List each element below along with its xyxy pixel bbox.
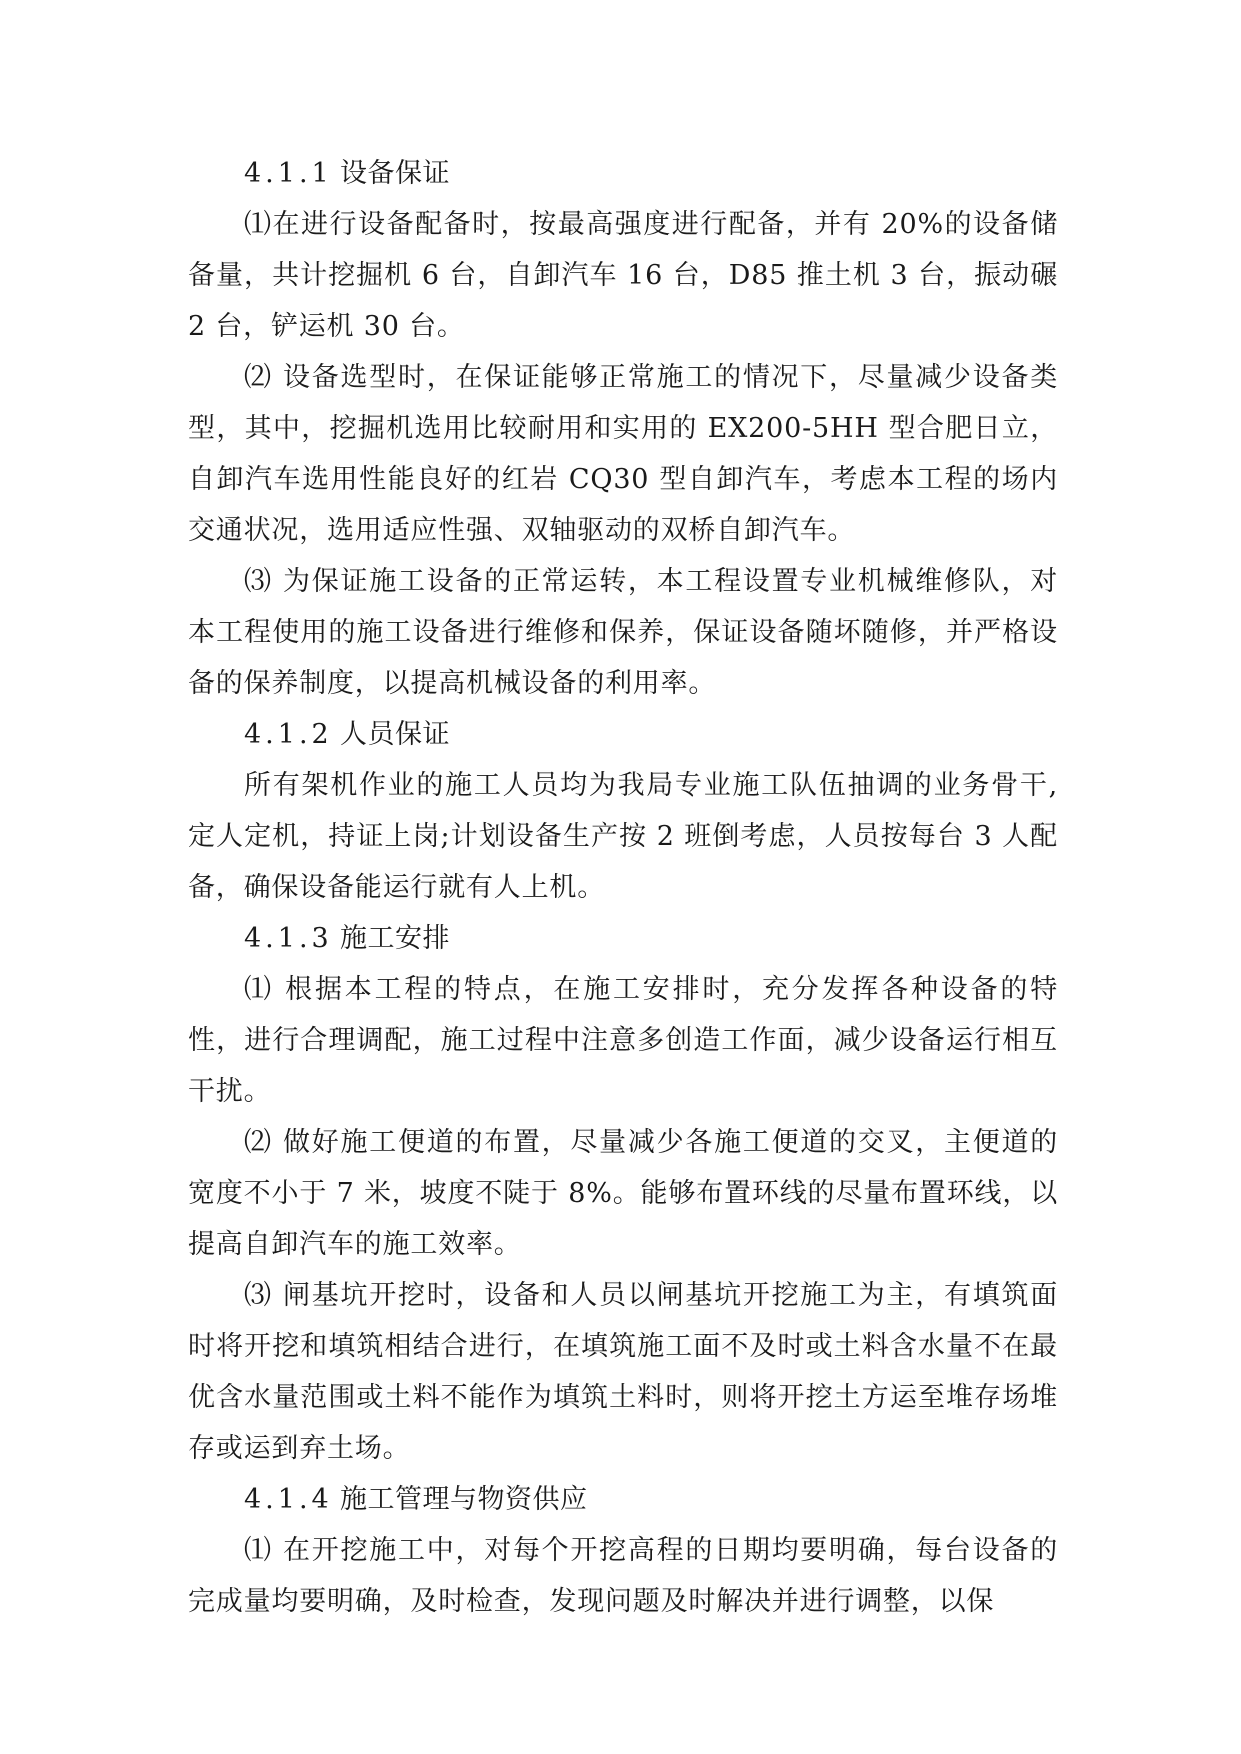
section-heading-4-1-2 <box>188 709 1058 760</box>
paragraph: ⑴ 在开挖施工中，对每个开挖高程的日期均要明确，每台设备的完成量均要明确，及时检查，发现问题及时解决并进行调整，以保 <box>188 1535 1058 1617</box>
section-title: 施工管理与物资供应 <box>340 1484 588 1515</box>
paragraph: ⑶ 为保证施工设备的正常运转，本工程设置专业机械维修队，对本工程使用的施工设备进行维修和保养，保证设备随坏随修，并严格设备的保养制度，以提高机械设备的利用率。 <box>188 566 1058 699</box>
section-title: 施工安排 <box>340 923 450 954</box>
paragraph: ⑵ 做好施工便道的布置，尽量减少各施工便道的交叉，主便道的宽度不小于 7 米，坡度不陡于 8%。能够布置环线的尽量布置环线，以提高自卸汽车的施工效率。 <box>188 1127 1058 1260</box>
section-heading-4-1-3 <box>188 913 1058 964</box>
section-number: 4.1.2 <box>244 719 333 750</box>
paragraph: ⑴在进行设备配备时，按最高强度进行配备，并有 20%的设备储备量，共计挖掘机 6 台，自卸汽车 16 台，D85 推土机 3 台，振动碾 2 台，铲运机 30 台。 <box>188 209 1058 342</box>
section-number: 4.1.4 <box>244 1484 333 1515</box>
document-page <box>188 148 1058 1627</box>
section-title: 人员保证 <box>340 719 450 750</box>
section-title: 设备保证 <box>340 158 450 189</box>
section-number: 4.1.3 <box>244 923 333 954</box>
section-heading-4-1-1 <box>188 148 1058 199</box>
section-number: 4.1.1 <box>244 158 333 189</box>
paragraph: ⑵ 设备选型时，在保证能够正常施工的情况下，尽量减少设备类型，其中，挖掘机选用比较耐用和实用的 EX200-5HH 型合肥日立，自卸汽车选用性能良好的红岩 CQ30 型自卸汽车，考虑本工程的场内交通状况，选用适应性强、双轴驱动的双桥自卸汽车。 <box>188 362 1058 546</box>
paragraph: ⑴ 根据本工程的特点，在施工安排时，充分发挥各种设备的特性，进行合理调配，施工过程中注意多创造工作面，减少设备运行相互干扰。 <box>188 974 1058 1107</box>
paragraph: 所有架机作业的施工人员均为我局专业施工队伍抽调的业务骨干,定人定机，持证上岗;计划设备生产按 2 班倒考虑，人员按每台 3 人配备，确保设备能运行就有人上机。 <box>188 770 1058 903</box>
section-heading-4-1-4 <box>188 1474 1058 1525</box>
paragraph: ⑶ 闸基坑开挖时，设备和人员以闸基坑开挖施工为主，有填筑面时将开挖和填筑相结合进行，在填筑施工面不及时或土料含水量不在最优含水量范围或土料不能作为填筑土料时，则将开挖土方运至堆存场堆存或运到弃土场。 <box>188 1280 1058 1464</box>
